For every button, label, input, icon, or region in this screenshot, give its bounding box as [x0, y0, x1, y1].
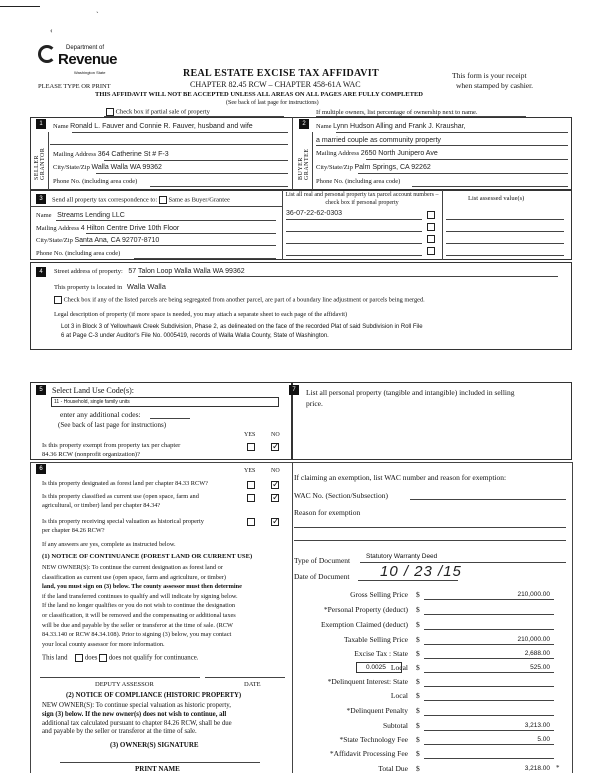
legal-description-value[interactable]: Lot 3 in Block 3 of Yellowhawk Creek Subdivision, Phase 2, as delineated on the face of the recorded Plat of said Subdivision in Roll File: [61, 324, 423, 330]
total-asterisk: *: [556, 764, 560, 772]
sale-row-label: *Affidavit Processing Fee: [329, 749, 408, 758]
document-type-value[interactable]: Statutory Warranty Deed: [366, 553, 438, 560]
notice-text: will be due and payable by the seller or transferor at the time of sale. (RCW: [42, 621, 233, 629]
print-name-label: PRINT NAME: [135, 765, 180, 773]
amount-underline: [424, 644, 554, 645]
sale-row-label: *Personal Property (deduct): [323, 605, 408, 614]
parcel-number-value[interactable]: 36-07-22-62-0303: [286, 210, 343, 217]
segregated-checkbox[interactable]: [54, 296, 62, 304]
owner-signature-label: (3) OWNER(S) SIGNATURE: [110, 741, 199, 749]
scan-mark: ˴: [96, 7, 99, 16]
notice-text: If the land no longer qualifies or you do not wish to continue the designation: [42, 602, 236, 610]
current-use-no-checkbox[interactable]: [271, 494, 279, 502]
receipt-note: This form is your receipt: [452, 71, 527, 80]
notice-text: sign (3) below. If the new owner(s) does not wish to continue, all: [42, 710, 227, 718]
current-use-question: Is this property classified as current use (open space, farm and: [42, 493, 199, 500]
seller-side-label: SELLER GRANTOR: [34, 147, 46, 180]
additional-codes-label: enter any additional codes:: [60, 410, 141, 419]
dollar-sign: $: [416, 735, 420, 744]
sale-row-label: Total Due: [378, 764, 408, 773]
dollar-sign: $: [416, 620, 420, 629]
historic-no-checkbox[interactable]: [271, 518, 279, 526]
print-hint: PLEASE TYPE OR PRINT: [38, 83, 111, 90]
legal-description-label: Legal description of property (if more space is needed, you may attach a separate sheet to each page of the affidavit): [54, 311, 348, 318]
dollar-sign: $: [416, 749, 420, 758]
personal-property-checkbox[interactable]: [427, 247, 435, 255]
exemption-claim-label: If claiming an exemption, list WAC number and reason for exemption:: [294, 473, 507, 482]
seller-address-label: Mailing Address: [53, 151, 97, 158]
exempt-yes-checkbox[interactable]: [247, 443, 255, 451]
document-date-value[interactable]: 10 / 23 /15: [380, 563, 462, 580]
document-type-label: Type of Document: [294, 556, 351, 565]
correspondence-address-value[interactable]: 4 Hilton Centre Drive 10th Floor: [80, 225, 180, 232]
amount-underline: [424, 599, 554, 600]
sale-row-label: Excise Tax : State: [354, 649, 408, 658]
does-not-label: does not: [108, 654, 132, 662]
sale-row-label: Local: [390, 691, 408, 700]
dollar-sign: $: [416, 590, 420, 599]
no-header: NO: [271, 432, 280, 438]
exempt-question: Is this property exempt from property tax per chapter: [42, 442, 181, 449]
sale-row-label: Subtotal: [382, 721, 408, 730]
personal-property-checkbox[interactable]: [427, 211, 435, 219]
logo-state-text: Washington State: [74, 70, 106, 75]
street-address-value[interactable]: 57 Talon Loop Walla Walla WA 99362: [128, 268, 245, 275]
personal-property-checkbox[interactable]: [427, 235, 435, 243]
notice-text: 84.33.140 or RCW 84.34.108). Prior to signing (3) below, you may contact: [42, 631, 232, 639]
seller-phone-label: Phone No. (including area code): [53, 178, 138, 185]
located-in-label: This property is located in: [54, 284, 123, 291]
no-header: NO: [271, 468, 280, 474]
same-as-buyer-checkbox[interactable]: [159, 196, 167, 204]
see-back-note: (See back of last page for instructions): [226, 100, 319, 106]
notice-text: your local county assessor for more information.: [42, 640, 165, 648]
land-use-instructions: (See back of last page for instructions): [58, 421, 167, 429]
revenue-logo-icon: [38, 45, 56, 63]
sale-row-value[interactable]: 3,213.00: [524, 722, 550, 729]
dollar-sign: $: [416, 605, 420, 614]
buyer-city-value[interactable]: Palm Springs, CA 92262: [354, 164, 431, 171]
send-correspondence-label: Send all property tax correspondence to:: [52, 196, 158, 204]
assessed-values-header: List assessed value(s): [468, 195, 525, 202]
section-2-number: 2: [299, 119, 309, 129]
form-warning: THIS AFFIDAVIT WILL NOT BE ACCEPTED UNLESS ALL AREAS ON ALL PAGES ARE FULLY COMPLETED: [95, 91, 423, 98]
sale-row-label: Exemption Claimed (deduct): [320, 620, 408, 629]
document-date-label: Date of Document: [294, 572, 350, 581]
forest-yes-checkbox[interactable]: [247, 481, 255, 489]
dollar-sign: $: [416, 635, 420, 644]
section-6-number: 6: [36, 464, 46, 474]
legal-description-value-2[interactable]: 6 at Page C-3 under Auditor's File No. 0005419, records of Walla Walla County, State of Washington.: [61, 333, 329, 339]
logo-dept-text: Department of: [66, 45, 105, 51]
sale-row-value[interactable]: 5.00: [537, 736, 550, 743]
street-address-label: Street address of property:: [54, 268, 123, 275]
amount-underline: [424, 730, 554, 731]
this-land-label: This land: [42, 654, 68, 662]
amount-underline: [424, 672, 554, 673]
sale-row-label: *State Technology Fee: [339, 735, 408, 744]
correspondence-name-value[interactable]: Streams Lending LLC: [57, 212, 125, 219]
historic-yes-checkbox[interactable]: [247, 518, 255, 526]
correspondence-city-label: City/State/Zip: [36, 237, 73, 244]
wac-number-label: WAC No. (Section/Subsection): [294, 491, 388, 500]
same-as-buyer-label: Same as Buyer/Grantee: [168, 196, 230, 204]
land-use-selected-value: 11 - Household, single family units: [54, 399, 130, 405]
amount-underline: [424, 629, 554, 630]
exempt-question-2: 84.36 RCW (nonprofit organization)?: [42, 451, 140, 458]
scan-mark: ‹: [50, 26, 53, 35]
dollar-sign: $: [416, 677, 420, 686]
seller-city-value[interactable]: Walla Walla WA 99362: [91, 164, 162, 171]
partial-sale-label: Check box if partial sale of property: [115, 108, 210, 116]
partial-sale-checkbox[interactable]: [106, 108, 114, 116]
sale-row-label: Taxable Selling Price: [343, 635, 408, 644]
sale-row-value[interactable]: 2,688.00: [524, 650, 550, 657]
form-title: REAL ESTATE EXCISE TAX AFFIDAVIT: [183, 68, 379, 79]
dollar-sign: $: [416, 721, 420, 730]
does-label: does: [84, 654, 98, 662]
sale-row-value[interactable]: 3,218.00: [524, 765, 550, 772]
buyer-city-label: City/State/Zip: [316, 164, 353, 171]
notice-text: NEW OWNER(S): To continue the current designation as forest land or: [42, 564, 223, 571]
amount-underline: [424, 700, 554, 701]
deputy-assessor-label: DEPUTY ASSESSOR: [95, 681, 154, 688]
qualify-label: qualify for continuance.: [133, 654, 199, 662]
dollar-sign: $: [416, 649, 420, 658]
dollar-sign: $: [416, 663, 420, 672]
exempt-no-checkbox[interactable]: [271, 443, 279, 451]
if-any-yes-note: If any answers are yes, complete as instructed below.: [42, 541, 176, 548]
sale-row-value[interactable]: 210,000.00: [517, 636, 550, 643]
buyer-name-value[interactable]: Lynn Hudson Alling and Frank J. Kraushar,: [333, 123, 466, 130]
section-1-number: 1: [36, 119, 46, 129]
receipt-note: when stamped by cashier.: [456, 81, 534, 90]
section-7-number: 7: [289, 385, 299, 395]
notice-text: classification as current use (open space, farm and agriculture, or timber): [42, 573, 226, 581]
personal-property-label-2: price.: [306, 399, 323, 408]
sale-row-label: Local: [390, 663, 408, 672]
current-use-yes-checkbox[interactable]: [247, 494, 255, 502]
correspondence-city-value[interactable]: Santa Ana, CA 92707-8710: [74, 237, 160, 244]
yes-header: YES: [244, 468, 256, 474]
form-chapter: CHAPTER 82.45 RCW – CHAPTER 458-61A WAC: [190, 80, 361, 89]
amount-underline: [424, 758, 554, 759]
buyer-address-label: Mailing Address: [316, 150, 360, 157]
dollar-sign: $: [416, 764, 420, 773]
notice-text: if the land transferred continues to qualify and will indicate by signing below.: [42, 592, 238, 600]
personal-property-checkbox[interactable]: [427, 223, 435, 231]
correspondence-phone-label: Phone No. (including area code): [36, 250, 121, 257]
seller-name-value[interactable]: Ronald L. Fauver and Connie R. Fauver, husband and wife: [70, 123, 253, 130]
segregated-label: Check box if any of the listed parcels are being segregated from another parcel, are part of a boundary line adjustment or parcels being merged.: [63, 296, 425, 304]
does-qualify-checkbox[interactable]: [75, 654, 83, 662]
land-use-label: Select Land Use Code(s):: [52, 386, 134, 395]
seller-city-label: City/State/Zip: [53, 164, 90, 171]
historic-question-2: per chapter 84.26 RCW?: [42, 527, 105, 534]
buyer-name-label: Name: [316, 123, 332, 130]
seller-name-label: Name: [53, 123, 69, 130]
located-in-value[interactable]: Walla Walla: [126, 282, 166, 291]
notice-text: additional tax calculated pursuant to chapter 84.26 RCW, shall be due: [42, 719, 232, 727]
amount-underline: [424, 686, 554, 687]
local-rate-value: 0.0025: [366, 664, 386, 671]
notice-text: or classification, it will be removed and the compensating or additional taxes: [42, 611, 236, 619]
dollar-sign: $: [416, 706, 420, 715]
sale-row-label: *Delinquent Interest: State: [327, 677, 408, 686]
correspondence-address-label: Mailing Address: [36, 225, 80, 232]
logo-revenue-text: Revenue: [58, 51, 118, 68]
buyer-side-label: BUYER GRANTEE: [298, 148, 310, 180]
sale-row-label: Gross Selling Price: [350, 590, 408, 599]
buyer-address-value[interactable]: 2650 North Junipero Ave: [360, 150, 438, 157]
exemption-reason-label: Reason for exemption: [294, 508, 361, 517]
sale-row-label: *Delinquent Penalty: [346, 706, 408, 715]
multiple-owners-note: If multiple owners, list percentage of ownership next to name.: [316, 109, 478, 116]
section-4-number: 4: [36, 267, 46, 277]
seller-address-value[interactable]: 364 Catherine St # F-3: [97, 151, 169, 158]
notice-text: land, you must sign on (3) below. The county assessor must then determine: [42, 583, 242, 591]
dollar-sign: $: [416, 691, 420, 700]
historic-question: Is this property receiving special valuation as historical property: [42, 518, 204, 525]
forest-land-question: Is this property designated as forest land per chapter 84.33 RCW?: [42, 480, 208, 487]
section-5-number: 5: [36, 385, 46, 395]
forest-no-checkbox[interactable]: [271, 481, 279, 489]
amount-underline: [424, 614, 554, 615]
sale-row-value[interactable]: 210,000.00: [517, 591, 550, 598]
notice-compliance-title: (2) NOTICE OF COMPLIANCE (HISTORIC PROPERTY): [66, 692, 242, 699]
assessor-date-label: DATE: [244, 681, 261, 688]
personal-property-label: List all personal property (tangible and intangible) included in selling: [306, 388, 515, 397]
amount-underline: [424, 744, 554, 745]
buyer-phone-label: Phone No. (including area code): [316, 178, 401, 185]
amount-underline: [424, 715, 554, 716]
notice-text: NEW OWNER(S): To continue special valuation as historic property,: [42, 702, 231, 709]
yes-header: YES: [244, 432, 256, 438]
parcel-numbers-header: List all real and personal property tax parcel account numbers – check box if personal property: [285, 192, 439, 206]
correspondence-name-label: Name: [36, 212, 52, 219]
section-3-number: 3: [36, 194, 46, 204]
does-not-qualify-checkbox[interactable]: [99, 654, 107, 662]
buyer-name-value-2[interactable]: a married couple as community property: [316, 137, 441, 144]
notice-text: and payable by the seller or transferor at the time of sale.: [42, 728, 197, 736]
current-use-question-2: agricultural, or timber) land per chapter 84.34?: [42, 502, 161, 509]
notice-continuance-title: (1) NOTICE OF CONTINUANCE (FOREST LAND OR CURRENT USE): [42, 553, 253, 560]
sale-row-value[interactable]: 525.00: [530, 664, 550, 671]
amount-underline: [424, 658, 554, 659]
